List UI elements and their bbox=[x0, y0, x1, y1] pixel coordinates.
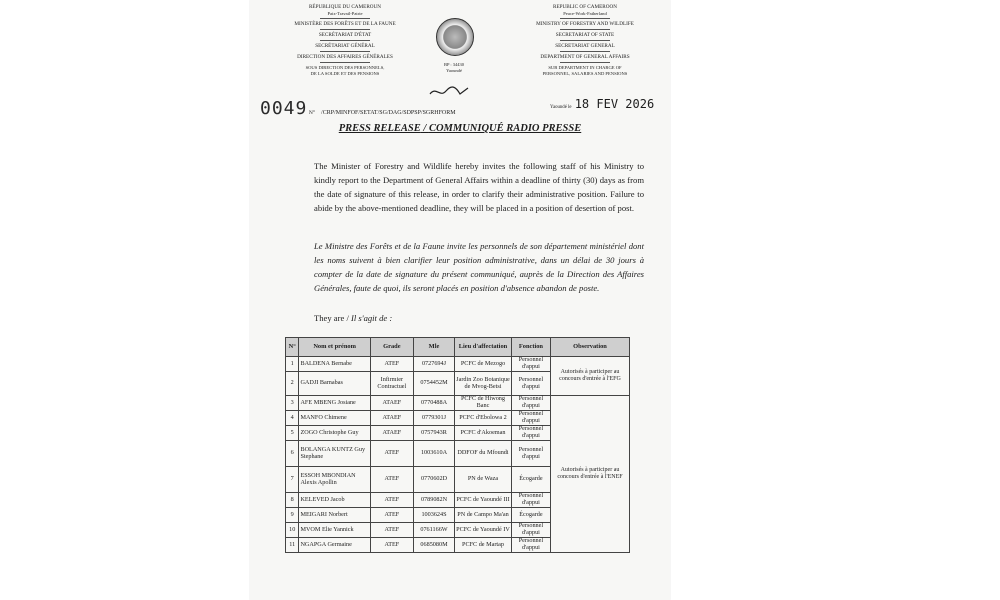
cell-grade: ATEF bbox=[370, 523, 413, 538]
cell-observation-efg: Autorisés à participer au concours d'entrée à l'EFG bbox=[550, 357, 629, 396]
cell-posting: PCFC de Yaoundé IV bbox=[455, 523, 512, 538]
sub-direction-fr-2: DE LA SOLDE ET DES PENSIONS bbox=[310, 71, 380, 77]
col-header-number: N° bbox=[286, 338, 299, 357]
cell-posting: PCFC de Hiwong Banc bbox=[455, 396, 512, 411]
coat-of-arms-seal bbox=[436, 18, 474, 56]
header-rule bbox=[560, 62, 610, 63]
header-right bbox=[510, 4, 660, 78]
cell-posting: PN de Campo Ma'an bbox=[455, 508, 512, 523]
motto-fr: Paix-Travail-Patrie bbox=[327, 11, 363, 17]
cell-mle: 0685080M bbox=[413, 538, 454, 553]
cell-name: ZOGO Christophe Guy bbox=[299, 426, 370, 441]
sec-general-en: SECRETARIAT GENERAL bbox=[555, 43, 615, 50]
cell-no: 7 bbox=[286, 467, 299, 493]
document-page bbox=[250, 0, 670, 600]
sub-direction-en-2: PERSONNEL, SALARIES AND PENSIONS bbox=[542, 71, 628, 77]
cell-posting: PCFC d'Ebolowa 2 bbox=[455, 411, 512, 426]
cell-name: MEIGARI Norbert bbox=[299, 508, 370, 523]
cell-grade: ATEF bbox=[370, 467, 413, 493]
cell-grade: ATEF bbox=[370, 538, 413, 553]
cell-grade: Infirmier Contractuel bbox=[370, 372, 413, 396]
motto-en: Peace-Work-Fatherland bbox=[563, 11, 607, 17]
header-rule bbox=[560, 51, 610, 52]
list-intro-fr: Il s'agit de : bbox=[350, 313, 393, 323]
list-intro bbox=[314, 313, 392, 323]
cell-function: Personnel d'appui bbox=[511, 493, 550, 508]
cell-no: 3 bbox=[286, 396, 299, 411]
date-label: Yaoundé le bbox=[550, 105, 572, 110]
sec-general-fr: SECRÉTARIAT GÉNÉRAL bbox=[315, 43, 375, 50]
col-header-name: Nom et prénom bbox=[299, 338, 370, 357]
cell-grade: ATAEF bbox=[370, 411, 413, 426]
cell-posting: PCFC d'Akoeman bbox=[455, 426, 512, 441]
cell-name: AFE MBENG Josiane bbox=[299, 396, 370, 411]
cell-posting: PCFC de Mezogo bbox=[455, 357, 512, 372]
seal-city: Yaoundé bbox=[446, 67, 462, 73]
cell-no: 6 bbox=[286, 441, 299, 467]
col-header-mle: Mle bbox=[413, 338, 454, 357]
direction-en: DEPARTMENT OF GENERAL AFFAIRS bbox=[540, 54, 630, 61]
cell-function: Personnel d'appui bbox=[511, 523, 550, 538]
cell-no: 4 bbox=[286, 411, 299, 426]
cell-grade: ATEF bbox=[370, 357, 413, 372]
cell-grade: ATEF bbox=[370, 508, 413, 523]
cell-no: 2 bbox=[286, 372, 299, 396]
cell-function: Personnel d'appui bbox=[511, 357, 550, 372]
header-rule bbox=[320, 29, 370, 30]
title-fr: COMMUNIQUÉ RADIO PRESSE bbox=[428, 123, 582, 134]
cell-function: Écogarde bbox=[511, 508, 550, 523]
cell-function: Écogarde bbox=[511, 467, 550, 493]
cell-name: MANFO Chimene bbox=[299, 411, 370, 426]
reference-code: /CRP/MINFOF/SETAT/SG/DAG/SDPSP/SGRHFORM bbox=[321, 110, 456, 116]
cell-no: 10 bbox=[286, 523, 299, 538]
cell-posting: PN de Waza bbox=[455, 467, 512, 493]
cell-mle: 1003624S bbox=[413, 508, 454, 523]
header-rule bbox=[560, 29, 610, 30]
cell-posting: DDFOF du Mfoundi bbox=[455, 441, 512, 467]
cell-no: 9 bbox=[286, 508, 299, 523]
cell-function: Personnel d'appui bbox=[511, 372, 550, 396]
cell-mle: 0770602D bbox=[413, 467, 454, 493]
reference-number: 0049 bbox=[260, 98, 308, 119]
header-rule bbox=[320, 62, 370, 63]
cell-grade: ATEF bbox=[370, 493, 413, 508]
cell-no: 8 bbox=[286, 493, 299, 508]
cell-mle: 0757943R bbox=[413, 426, 454, 441]
header-rule bbox=[320, 51, 370, 52]
seal-address bbox=[428, 62, 480, 74]
cell-name: MVOM Elie Yannick bbox=[299, 523, 370, 538]
header-left bbox=[270, 4, 420, 78]
reference-n-label: N° bbox=[308, 110, 316, 116]
cell-name: ESSOH MBONDIAN Alexis Apollin bbox=[299, 467, 370, 493]
paragraph-french: Le Ministre des Forêts et de la Faune invite les personnels de son département ministériel dont les noms suivent à bien clarifier leur position administrative, dans un délai de 30 jours à compter de la date de signature du présent communiqué, auprès de la Direction des Affaires Générales, faute de quoi, ils seront placés en position d'absence abandon de poste. bbox=[314, 240, 644, 294]
header-rule bbox=[560, 40, 610, 41]
sec-state-fr: SECRÉTARIAT D'ÉTAT bbox=[318, 32, 372, 39]
cell-no: 11 bbox=[286, 538, 299, 553]
sec-state-en: SECRETARIAT OF STATE bbox=[555, 32, 615, 39]
staff-table bbox=[285, 337, 630, 553]
header-rule bbox=[560, 18, 610, 19]
seal-bp: BP : 34430 bbox=[443, 62, 465, 67]
col-header-posting: Lieu d'affectation bbox=[455, 338, 512, 357]
cell-function: Personnel d'appui bbox=[511, 411, 550, 426]
cell-grade: ATAEF bbox=[370, 426, 413, 441]
cell-mle: 0761166W bbox=[413, 523, 454, 538]
cell-mle: 0770488A bbox=[413, 396, 454, 411]
table-row bbox=[286, 396, 630, 411]
cell-observation-enef: Autorisés à participer au concours d'entrée à l'ENEF bbox=[550, 396, 629, 553]
header-rule bbox=[320, 40, 370, 41]
cell-posting: PCFC de Martap bbox=[455, 538, 512, 553]
country-en: REPUBLIC OF CAMEROON bbox=[553, 4, 617, 10]
col-header-observation: Observation bbox=[550, 338, 629, 357]
title-en: PRESS RELEASE bbox=[338, 123, 421, 134]
sub-direction-en-1: SUB DEPARTMENT IN CHARGE OF bbox=[548, 65, 622, 71]
cell-mle: 1003610A bbox=[413, 441, 454, 467]
header-rule bbox=[320, 18, 370, 19]
col-header-grade: Grade bbox=[370, 338, 413, 357]
direction-fr: DIRECTION DES AFFAIRES GÉNÉRALES bbox=[297, 54, 393, 61]
cell-function: Personnel d'appui bbox=[511, 426, 550, 441]
cell-name: BOLANGA KUNTZ Guy Stephane bbox=[299, 441, 370, 467]
cell-name: GADJI Barnabas bbox=[299, 372, 370, 396]
reference-line bbox=[260, 98, 456, 119]
table-header-row bbox=[286, 338, 630, 357]
table-row bbox=[286, 357, 630, 372]
cell-mle: 0789082N bbox=[413, 493, 454, 508]
cell-mle: 0754452M bbox=[413, 372, 454, 396]
cell-function: Personnel d'appui bbox=[511, 441, 550, 467]
cell-no: 5 bbox=[286, 426, 299, 441]
ministry-fr: MINISTÈRE DES FORÊTS ET DE LA FAUNE bbox=[294, 21, 396, 28]
title-separator: / bbox=[420, 123, 429, 134]
cell-mle: 0779301J bbox=[413, 411, 454, 426]
cell-name: KELEVED Jacob bbox=[299, 493, 370, 508]
date-line bbox=[550, 97, 654, 111]
cell-mle: 0727694J bbox=[413, 357, 454, 372]
cell-name: BALDENA Bernabe bbox=[299, 357, 370, 372]
sub-direction-fr-1: SOUS DIRECTION DES PERSONNELS, bbox=[305, 65, 385, 71]
date-stamp: 18 FEV 2026 bbox=[574, 97, 655, 111]
ministry-en: MINISTRY OF FORESTRY AND WILDLIFE bbox=[536, 21, 634, 28]
document-title bbox=[310, 123, 610, 134]
cell-grade: ATAEF bbox=[370, 396, 413, 411]
country-fr: RÉPUBLIQUE DU CAMEROUN bbox=[308, 4, 382, 10]
cell-name: NGAPGA Germaine bbox=[299, 538, 370, 553]
cell-no: 1 bbox=[286, 357, 299, 372]
paragraph-english: The Minister of Forestry and Wildlife hereby invites the following staff of his Ministry to kindly report to the Department of General Affairs within a deadline of thirty (30) days as from the date of signature of this release, in order to clarify their administrative position. Failure to abide by the above-mentioned deadline, they will be placed in a position of desertion of post. bbox=[314, 160, 644, 214]
list-intro-en: They are / bbox=[314, 313, 351, 323]
col-header-function: Fonction bbox=[511, 338, 550, 357]
cell-posting: Jardin Zoo Botanique de Mvog-Betsi bbox=[455, 372, 512, 396]
cell-function: Personnel d'appui bbox=[511, 396, 550, 411]
cell-posting: PCFC de Yaoundé III bbox=[455, 493, 512, 508]
cell-grade: ATEF bbox=[370, 441, 413, 467]
cell-function: Personnel d'appui bbox=[511, 538, 550, 553]
